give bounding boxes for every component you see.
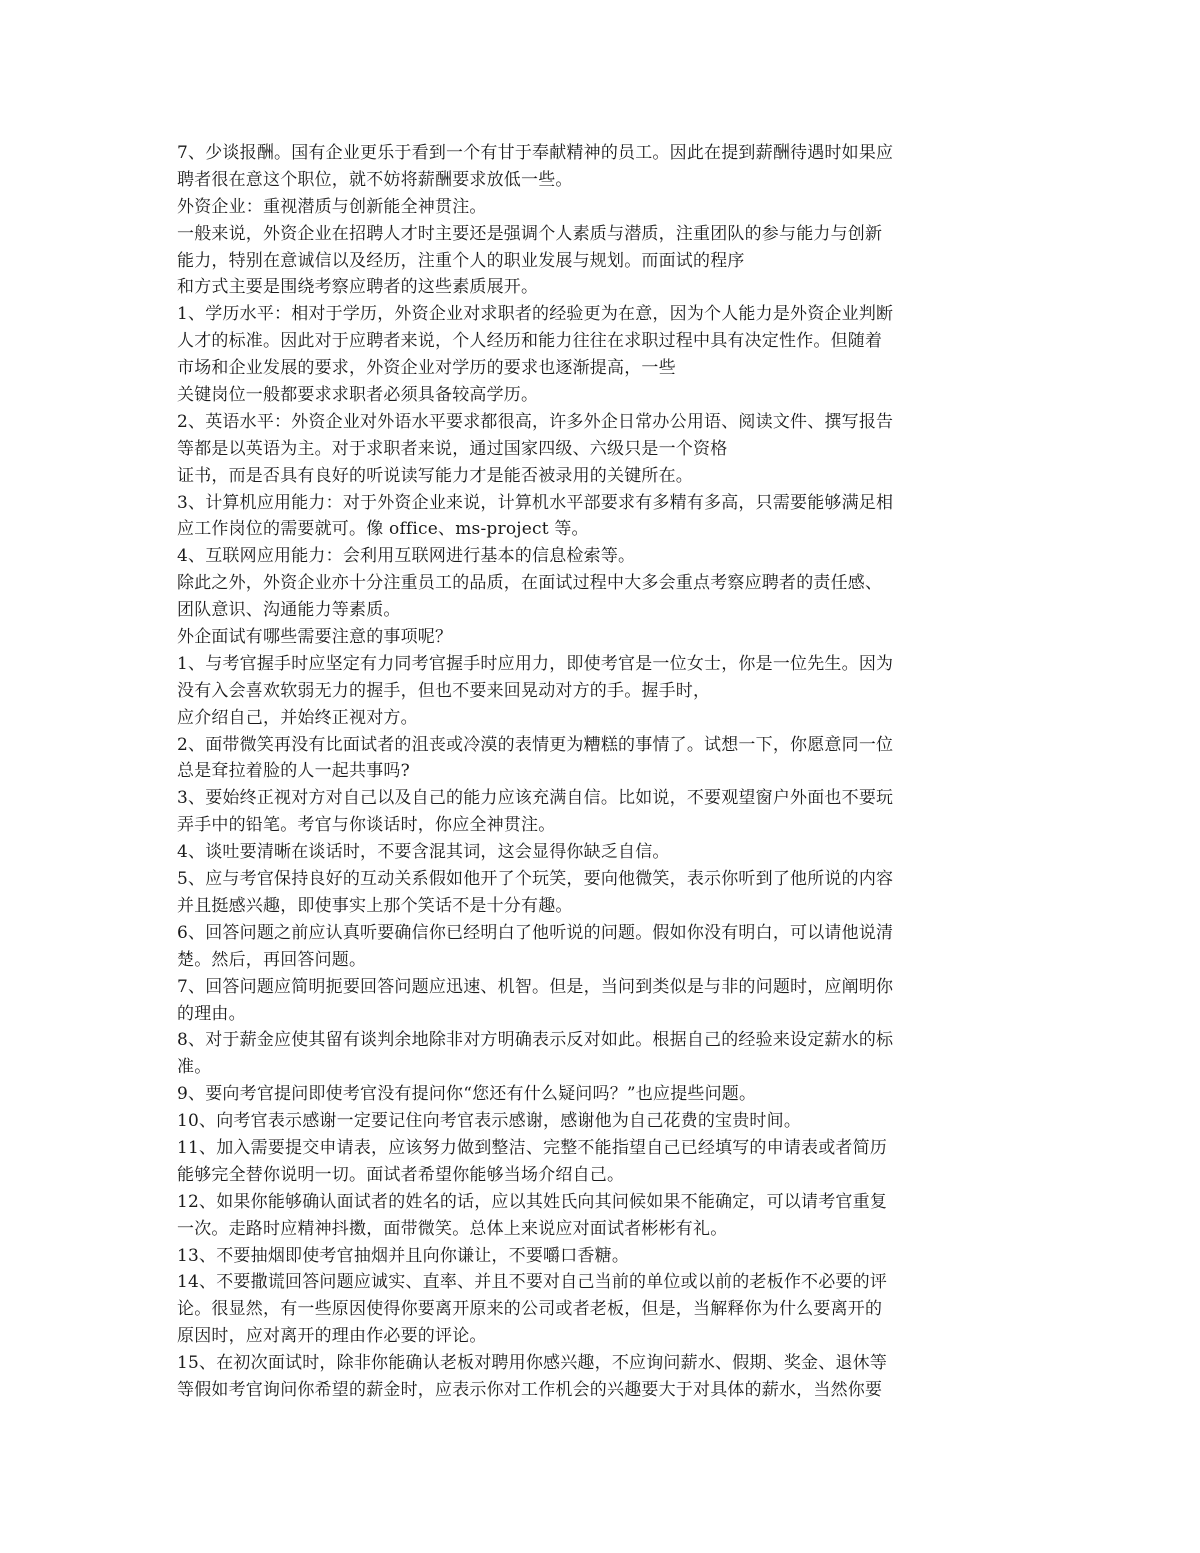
text-line: 9、要向考官提问即使考官没有提问你“您还有什么疑问吗？”也应提些问题。 [177,1084,757,1105]
text-line: 证书，而是否具有良好的听说读写能力才是能否被录用的关键所在。 [177,465,693,486]
text-line: 3、计算机应用能力：对于外资企业来说，计算机水平部要求有多精有多高，只需要能够满足相 [177,492,894,513]
text-line: 原因时，应对离开的理由作必要的评论。 [177,1326,487,1347]
text-line: 市场和企业发展的要求，外资企业对学历的要求也逐渐提高，一些 [177,358,676,379]
text-line: 团队意识、沟通能力等素质。 [177,600,401,621]
text-line: 没有入会喜欢软弱无力的握手，但也不要来回晃动对方的手。握手时， [177,680,711,701]
text-line: 等都是以英语为主。对于求职者来说，通过国家四级、六级只是一个资格 [177,438,728,459]
text-line: 7、回答问题应简明扼要回答问题应迅速、机智。但是，当问到类似是与非的问题时，应阐明你 [177,976,894,997]
text-line: 7、少谈报酬。国有企业更乐于看到一个有甘于奉献精神的员工。因此在提到薪酬待遇时如果应 [177,143,894,163]
text-line: 外企面试有哪些需要注意的事项呢？ [177,627,453,648]
text-line: 8、对于薪金应使其留有谈判余地除非对方明确表示反对如此。根据自己的经验来设定薪水的标 [177,1030,894,1051]
text-line: 一次。走路时应精神抖擞，面带微笑。总体上来说应对面试者彬彬有礼。 [177,1218,728,1239]
text-line: 1、学历水平：相对于学历，外资企业对求职者的经验更为在意，因为个人能力是外资企业判断 [177,304,894,325]
document-body-text [177,140,1037,1404]
text-line: 2、面带微笑再没有比面试者的沮丧或冷漠的表情更为糟糕的事情了。试想一下，你愿意同一位 [177,734,894,755]
text-line: 14、不要撒谎回答问题应诚实、直率、并且不要对自己当前的单位或以前的老板作不必要的评 [177,1272,888,1293]
text-line: 人才的标准。因此对于应聘者来说，个人经历和能力往往在求职过程中具有决定性作。但随着 [177,331,883,352]
text-line: 11、加入需要提交申请表，应该努力做到整洁、完整不能指望自己已经填写的申请表或者简历 [177,1137,888,1158]
text-line: 并且挺感兴趣，即使事实上那个笑话不是十分有趣。 [177,895,573,916]
text-line: 应介绍自己，并始终正视对方。 [177,707,418,728]
text-line: 楚。然后，再回答问题。 [177,949,367,970]
text-line: 5、应与考官保持良好的互动关系假如他开了个玩笑，要向他微笑，表示你听到了他所说的内容 [177,869,894,890]
text-line: 关键岗位一般都要求求职者必须具备较高学历。 [177,385,539,406]
text-line: 13、不要抽烟即使考官抽烟并且向你谦让，不要嚼口香糖。 [177,1245,630,1266]
text-line: 10、向考官表示感谢一定要记住向考官表示感谢，感谢他为自己花费的宝贵时间。 [177,1111,802,1132]
text-line: 12、如果你能够确认面试者的姓名的话，应以其姓氏向其问候如果不能确定，可以请考官重复 [177,1191,888,1212]
text-line: 总是耷拉着脸的人一起共事吗? [177,761,410,782]
text-line: 外资企业：重视潜质与创新能全神贯注。 [177,196,487,217]
text-line: 2、英语水平：外资企业对外语水平要求都很高，许多外企日常办公用语、阅读文件、撰写报告 [177,411,894,432]
text-line: 6、回答问题之前应认真听要确信你已经明白了他听说的问题。假如你没有明白，可以请他说清 [177,922,894,943]
text-line: 等假如考官询问你希望的薪金时，应表示你对工作机会的兴趣要大于对具体的薪水，当然你要 [177,1379,883,1400]
text-line: 应工作岗位的需要就可。像 office、ms-project 等。 [177,519,589,540]
text-line: 一般来说，外资企业在招聘人才时主要还是强调个人素质与潜质，注重团队的参与能力与创新 [177,223,883,244]
text-line: 弄手中的铅笔。考官与你谈话时，你应全神贯注。 [177,815,556,836]
text-line: 1、与考官握手时应坚定有力同考官握手时应用力，即使考官是一位女士，你是一位先生。因为 [177,653,894,674]
text-line: 能够完全替你说明一切。面试者希望你能够当场介绍自己。 [177,1164,625,1185]
text-line: 准。 [177,1057,212,1078]
text-line: 论。很显然，有一些原因使得你要离开原来的公司或者老板，但是，当解释你为什么要离开的 [177,1299,883,1320]
text-line: 能力，特别在意诚信以及经历，注重个人的职业发展与规划。而面试的程序 [177,250,745,271]
text-line: 15、在初次面试时，除非你能确认老板对聘用你感兴趣，不应询问薪水、假期、奖金、退休等 [177,1353,888,1374]
text-line: 4、互联网应用能力：会利用互联网进行基本的信息检索等。 [177,546,636,567]
text-line: 4、谈吐要清晰在谈话时，不要含混其词，这会显得你缺乏自信。 [177,842,670,863]
text-line: 除此之外，外资企业亦十分注重员工的品质，在面试过程中大多会重点考察应聘者的责任感、 [177,573,883,594]
text-line: 和方式主要是围绕考察应聘者的这些素质展开。 [177,277,539,298]
text-line: 聘者很在意这个职位，就不妨将薪酬要求放低一些。 [177,169,573,190]
text-line: 3、要始终正视对方对自己以及自己的能力应该充满自信。比如说，不要观望窗户外面也不要玩 [177,788,894,809]
text-line: 的理由。 [177,1003,246,1024]
